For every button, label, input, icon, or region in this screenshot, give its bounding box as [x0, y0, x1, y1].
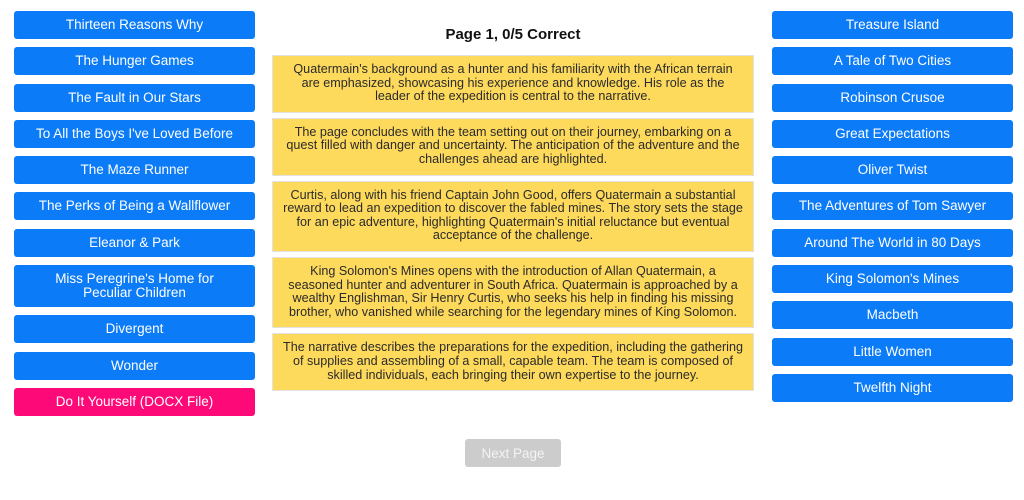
next-page-button[interactable]: Next Page	[465, 439, 561, 467]
book-button[interactable]: Robinson Crusoe	[772, 84, 1013, 112]
quiz-panel	[272, 0, 754, 396]
summary-card[interactable]: The narrative describes the preparations for the expedition, including the gathering of supplies and assembling of a small, capable team. The team is composed of skilled individuals, each bringing their own expertise to the journey.	[272, 333, 754, 391]
book-button[interactable]: Thirteen Reasons Why	[14, 11, 255, 39]
book-button[interactable]: Treasure Island	[772, 11, 1013, 39]
book-button[interactable]: Eleanor & Park	[14, 229, 255, 257]
book-button[interactable]: King Solomon's Mines	[772, 265, 1013, 293]
book-button[interactable]: The Adventures of Tom Sawyer	[772, 192, 1013, 220]
score-status: Page 1, 0/5 Correct	[445, 26, 581, 43]
book-button[interactable]: Miss Peregrine's Home for Peculiar Children	[14, 265, 255, 307]
book-button[interactable]: The Hunger Games	[14, 47, 255, 75]
book-button[interactable]: To All the Boys I've Loved Before	[14, 120, 255, 148]
book-button[interactable]: Great Expectations	[772, 120, 1013, 148]
book-button[interactable]: The Perks of Being a Wallflower	[14, 192, 255, 220]
summary-card[interactable]: King Solomon's Mines opens with the introduction of Allan Quatermain, a seasoned hunter and adventurer in South Africa. Quatermain is approached by a wealthy Englishman, Sir Henry Curtis, who seeks his help in finding his missing brother, who vanished while searching for the legendary mines of King Solomon.	[272, 257, 754, 328]
book-button[interactable]: Oliver Twist	[772, 156, 1013, 184]
summary-card[interactable]: The page concludes with the team setting out on their journey, embarking on a quest filled with danger and uncertainty. The anticipation of the adventure and the challenges ahead are highlighted.	[272, 118, 754, 176]
diy-docx-button[interactable]: Do It Yourself (DOCX File)	[14, 388, 255, 416]
book-button[interactable]: Twelfth Night	[772, 374, 1013, 402]
summary-card[interactable]: Curtis, along with his friend Captain John Good, offers Quatermain a substantial reward to lead an expedition to discover the fabled mines. The story sets the stage for an epic adventure, highlighting Quatermain's initial reluctance but eventual acceptance of the challenge.	[272, 181, 754, 252]
book-button[interactable]: Around The World in 80 Days	[772, 229, 1013, 257]
left-book-list	[14, 11, 255, 416]
book-button[interactable]: Divergent	[14, 315, 255, 343]
right-book-list	[772, 11, 1013, 402]
book-button[interactable]: A Tale of Two Cities	[772, 47, 1013, 75]
book-button[interactable]: Wonder	[14, 352, 255, 380]
summary-card[interactable]: Quatermain's background as a hunter and his familiarity with the African terrain are emphasized, showcasing his experience and knowledge. His role as the leader of the expedition is central to the narrative.	[272, 55, 754, 113]
book-button[interactable]: The Maze Runner	[14, 156, 255, 184]
book-button[interactable]: Little Women	[772, 338, 1013, 366]
book-button[interactable]: Macbeth	[772, 301, 1013, 329]
book-button[interactable]: The Fault in Our Stars	[14, 84, 255, 112]
